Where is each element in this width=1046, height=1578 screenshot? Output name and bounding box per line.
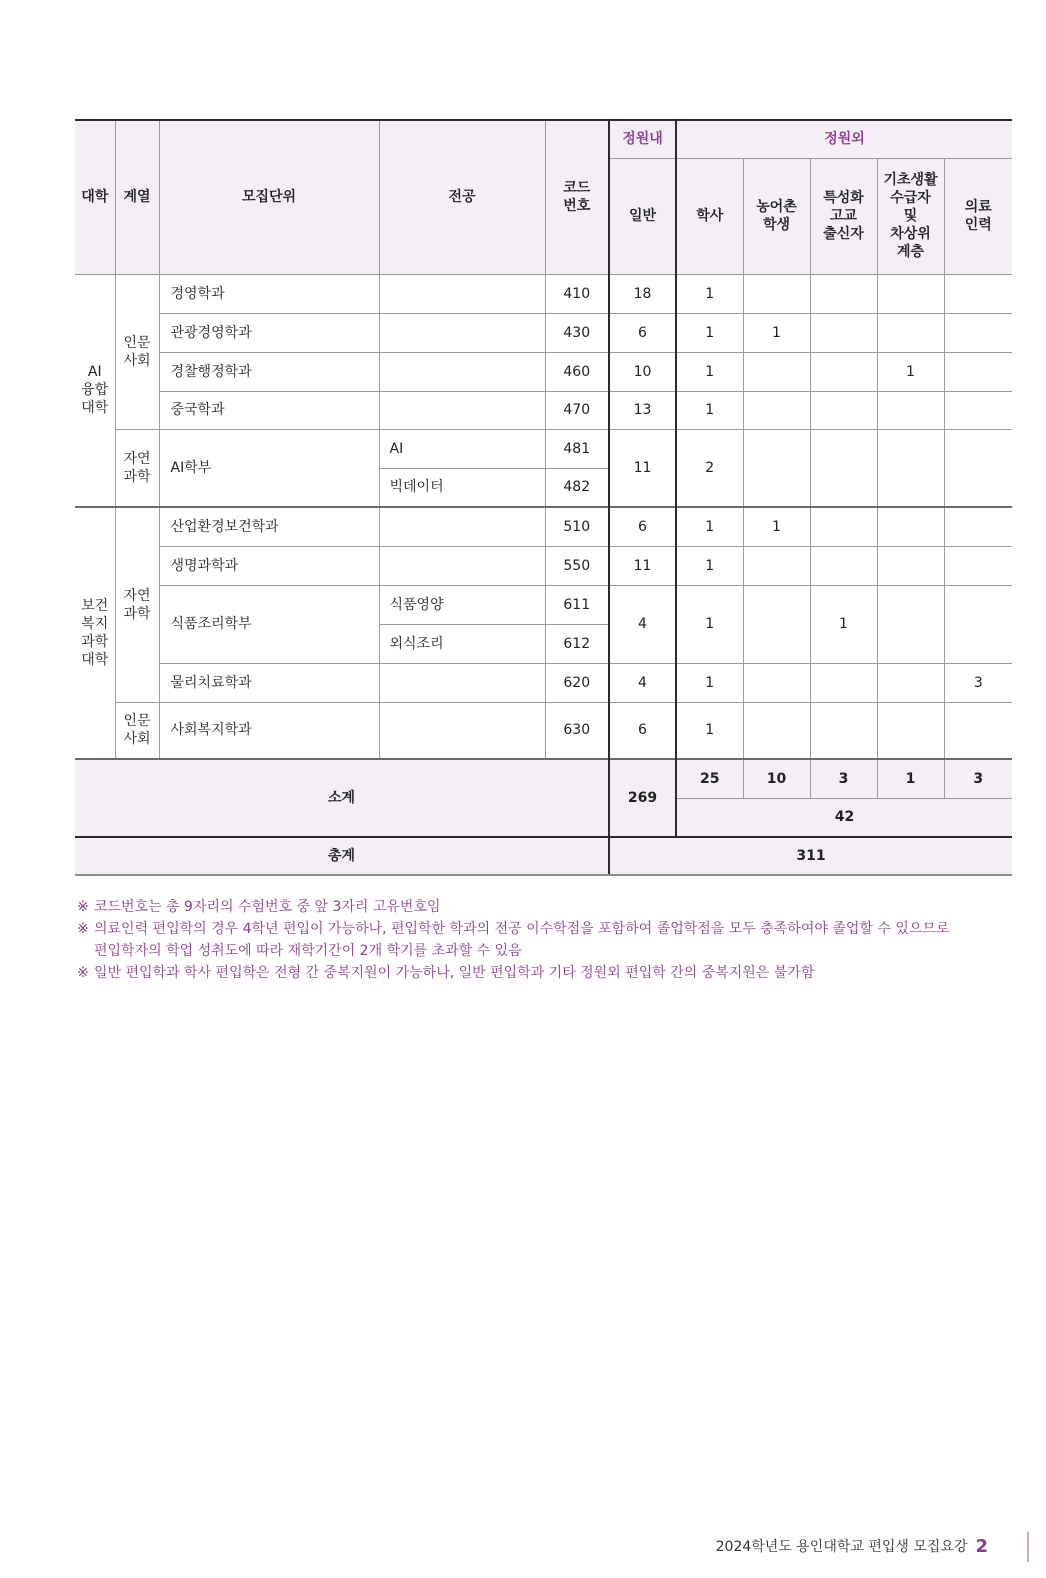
major-cell: 빅데이터 [379,468,545,507]
table-row [75,507,1012,546]
vocational-cell: 1 [810,585,877,663]
subtotal-row [75,759,1012,798]
college-cell: 보건 복지 과학 대학 [75,507,115,759]
major-cell [379,313,545,352]
code-cell: 410 [545,274,609,313]
vocational-cell [810,702,877,759]
table-row [75,274,1012,313]
reference-mark: ※ [77,965,89,981]
total-value: 311 [609,837,1012,875]
table-row [75,352,1012,391]
bachelor-cell: 1 [676,546,743,585]
general-cell: 6 [609,702,676,759]
field-cell: 인문 사회 [115,702,159,759]
table-row [75,663,1012,702]
general-cell: 11 [609,429,676,507]
vocational-cell [810,391,877,429]
footnote [77,918,997,940]
medical-cell [944,274,1012,313]
unit-cell: 물리치료학과 [159,663,379,702]
code-cell: 482 [545,468,609,507]
major-cell [379,274,545,313]
footnote-continuation [77,940,997,962]
low-income-cell [877,546,944,585]
code-cell: 481 [545,429,609,468]
table-row [75,429,1012,468]
bachelor-cell: 1 [676,352,743,391]
low-income-cell [877,585,944,663]
header-major: 전공 [379,120,545,274]
general-cell: 6 [609,313,676,352]
header-in-quota: 정원내 [609,120,676,158]
subtotal-general: 269 [609,759,676,837]
major-cell: 외식조리 [379,624,545,663]
medical-cell [944,507,1012,546]
header-college: 대학 [75,120,115,274]
general-cell: 11 [609,546,676,585]
code-cell: 430 [545,313,609,352]
subtotal-out-quota-sum: 42 [676,798,1012,837]
table-header [75,120,1012,274]
medical-cell: 3 [944,663,1012,702]
low-income-cell [877,663,944,702]
total-row [75,837,1012,875]
rural-cell [743,391,810,429]
subtotal-medical: 3 [944,759,1012,798]
subtotal-rural: 10 [743,759,810,798]
code-cell: 620 [545,663,609,702]
footnote-text: 코드번호는 총 9자리의 수험번호 중 앞 3자리 고유번호임 [94,899,441,915]
header-vocational: 특성화 고교 출신자 [810,158,877,274]
reference-mark: ※ [77,921,89,937]
bachelor-cell: 1 [676,702,743,759]
medical-cell [944,391,1012,429]
rural-cell [743,546,810,585]
code-cell: 470 [545,391,609,429]
footnote-text: 일반 편입학과 학사 편입학은 전형 간 중복지원이 가능하나, 일반 편입학과 기타 정원외 편입학 간의 중복지원은 불가함 [94,965,815,981]
low-income-cell [877,274,944,313]
vocational-cell [810,429,877,507]
table-row [75,702,1012,759]
footer-divider [1027,1532,1029,1562]
bachelor-cell: 1 [676,391,743,429]
unit-cell: 생명과학과 [159,546,379,585]
unit-cell: 관광경영학과 [159,313,379,352]
page-number: 2 [975,1535,988,1557]
code-cell: 612 [545,624,609,663]
code-cell: 611 [545,585,609,624]
unit-cell: 산업환경보건학과 [159,507,379,546]
bachelor-cell: 1 [676,585,743,663]
subtotal-bachelor: 25 [676,759,743,798]
vocational-cell [810,663,877,702]
major-cell [379,663,545,702]
general-cell: 4 [609,663,676,702]
vocational-cell [810,274,877,313]
medical-cell [944,702,1012,759]
rural-cell [743,274,810,313]
field-cell: 자연 과학 [115,429,159,507]
major-cell [379,352,545,391]
bachelor-cell: 1 [676,274,743,313]
footnotes [77,896,997,984]
medical-cell [944,546,1012,585]
header-unit: 모집단위 [159,120,379,274]
medical-cell [944,429,1012,507]
header-low-income: 기초생활 수급자 및 차상위 계층 [877,158,944,274]
table-row [75,313,1012,352]
general-cell: 13 [609,391,676,429]
field-cell: 인문 사회 [115,274,159,429]
college-cell: AI 융합 대학 [75,274,115,507]
header-medical: 의료 인력 [944,158,1012,274]
bachelor-cell: 1 [676,313,743,352]
page-footer [716,1533,988,1559]
bachelor-cell: 1 [676,663,743,702]
low-income-cell [877,391,944,429]
bachelor-cell: 1 [676,507,743,546]
rural-cell [743,663,810,702]
code-cell: 460 [545,352,609,391]
medical-cell [944,585,1012,663]
table-body [75,274,1012,875]
header-field: 계열 [115,120,159,274]
table-row [75,546,1012,585]
unit-cell: 식품조리학부 [159,585,379,663]
reference-mark: ※ [77,899,89,915]
general-cell: 18 [609,274,676,313]
footnote-text: 편입학자의 학업 성취도에 따라 재학기간이 2개 학기를 초과할 수 있음 [94,943,522,959]
subtotal-low-income: 1 [877,759,944,798]
bachelor-cell: 2 [676,429,743,507]
header-rural: 농어촌 학생 [743,158,810,274]
rural-cell [743,352,810,391]
table-row [75,391,1012,429]
general-cell: 4 [609,585,676,663]
vocational-cell [810,507,877,546]
footnote-text: 의료인력 편입학의 경우 4학년 편입이 가능하나, 편입학한 학과의 전공 이수학점을 포함하여 졸업학점을 모두 충족하여야 졸업할 수 있으므로 [94,921,950,937]
footer-title: 2024학년도 용인대학교 편입생 모집요강 [715,1539,968,1555]
major-cell: AI [379,429,545,468]
rural-cell: 1 [743,313,810,352]
rural-cell [743,585,810,663]
total-label: 총계 [75,837,609,875]
footnote [77,962,997,984]
table-row [75,585,1012,624]
low-income-cell [877,702,944,759]
vocational-cell [810,313,877,352]
rural-cell [743,702,810,759]
header-code: 코드 번호 [545,120,609,274]
major-cell [379,702,545,759]
general-cell: 10 [609,352,676,391]
unit-cell: 경찰행정학과 [159,352,379,391]
low-income-cell [877,507,944,546]
rural-cell [743,429,810,507]
major-cell [379,391,545,429]
code-cell: 510 [545,507,609,546]
low-income-cell [877,429,944,507]
unit-cell: AI학부 [159,429,379,507]
header-general: 일반 [609,158,676,274]
major-cell [379,507,545,546]
footnote [77,896,997,918]
major-cell: 식품영양 [379,585,545,624]
unit-cell: 경영학과 [159,274,379,313]
code-cell: 550 [545,546,609,585]
subtotal-label: 소계 [75,759,609,837]
low-income-cell: 1 [877,352,944,391]
header-bachelor: 학사 [676,158,743,274]
field-cell: 자연 과학 [115,507,159,702]
vocational-cell [810,546,877,585]
unit-cell: 사회복지학과 [159,702,379,759]
low-income-cell [877,313,944,352]
general-cell: 6 [609,507,676,546]
rural-cell: 1 [743,507,810,546]
major-cell [379,546,545,585]
medical-cell [944,313,1012,352]
admission-quota-table [75,119,1012,876]
vocational-cell [810,352,877,391]
unit-cell: 중국학과 [159,391,379,429]
medical-cell [944,352,1012,391]
header-out-quota: 정원외 [676,120,1012,158]
subtotal-vocational: 3 [810,759,877,798]
code-cell: 630 [545,702,609,759]
